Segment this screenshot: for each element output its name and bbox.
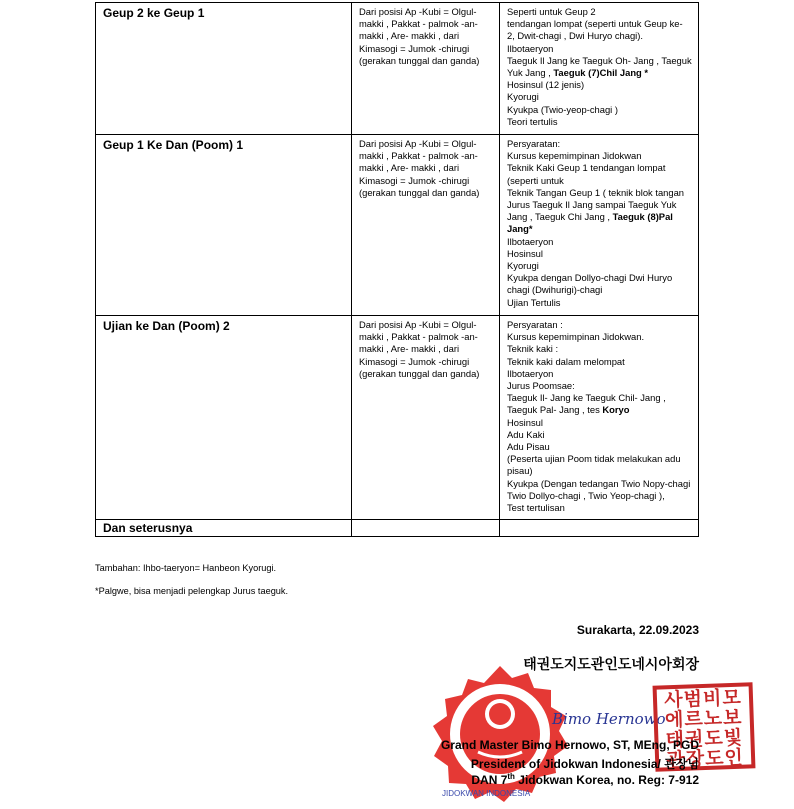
stance-line: makki , Are- makki , dari <box>359 162 460 174</box>
material-line: Hosinsul <box>507 416 543 428</box>
level-cell: Geup 2 ke Geup 1 <box>96 3 352 135</box>
material-line: Ilbotaeryon <box>507 235 554 247</box>
stance-line: makki , Are- makki , dari <box>359 343 460 355</box>
material-line: Taeguk Il Jang ke Taeguk Oh- Jang , Taeguk <box>507 54 692 66</box>
signatory-name: Grand Master Bimo Hernowo, ST, MEng, PGD <box>440 738 699 752</box>
level-cell: Ujian ke Dan (Poom) 2 <box>96 316 352 520</box>
note-addition: Tambahan: Ihbo-taeryon= Hanbeon Kyorugi. <box>95 563 277 573</box>
material-line: Teknik Tangan Geup 1 ( teknik blok tangan <box>507 186 685 198</box>
stance-line: (gerakan tunggal dan ganda) <box>359 186 480 198</box>
stance-line: makki , Pakkat - palmok -an- <box>359 18 478 30</box>
handwritten-signature <box>550 696 670 736</box>
table-row <box>96 3 699 135</box>
material-line: (Peserta ujian Poom tidak melakukan adu <box>507 453 681 465</box>
material-line: Teknik kaki : <box>507 343 559 355</box>
material-cell <box>500 520 699 537</box>
stance-line: (gerakan tunggal dan ganda) <box>359 54 480 66</box>
material-line: Adu Pisau <box>507 441 550 453</box>
material-line: Taeguk Pal- Jang , tes Koryo <box>507 404 630 416</box>
signatory-dan: DAN 7th Jidokwan Korea, no. Reg: 7-912 <box>471 772 699 787</box>
stance-line: (gerakan tunggal dan ganda) <box>359 367 480 379</box>
level-cell: Geup 1 Ke Dan (Poom) 1 <box>96 135 352 316</box>
stance-line: makki , Pakkat - palmok -an- <box>359 331 478 343</box>
place-date: Surakarta, 22.09.2023 <box>576 623 699 637</box>
material-line: Persyaratan : <box>507 319 563 330</box>
material-line: Kyukpa (Twio-yeop-chagi ) <box>507 103 618 115</box>
stance-line: Kimasogi = Jumok -chirugi <box>359 174 470 186</box>
stance-line: Dari posisi Ap -Kubi = Olgul- <box>359 138 477 149</box>
material-line: Teori tertulis <box>507 115 558 127</box>
material-line: chagi (Dwihurigi)-chagi <box>507 284 603 296</box>
material-line: Kyukpa dengan Dollyo-chagi Dwi Huryo <box>507 272 673 284</box>
material-line: Yuk Jang , Taeguk (7)Chil Jang * <box>507 67 649 79</box>
stance-line: Dari posisi Ap -Kubi = Olgul- <box>359 319 477 330</box>
material-line: Jurus Poomsae: <box>507 380 575 392</box>
material-line: Seperti untuk Geup 2 <box>507 6 596 17</box>
material-line: pisau) <box>507 465 533 477</box>
stance-line: makki , Are- makki , dari <box>359 30 460 42</box>
stance-line: makki , Pakkat - palmok -an- <box>359 150 478 162</box>
material-line: Jang , Taeguk Chi Jang , Taeguk (8)Pal <box>507 211 673 223</box>
stances-cell <box>352 316 500 520</box>
stances-cell <box>352 3 500 135</box>
material-line: Kyorugi <box>507 260 539 272</box>
table-row <box>96 520 699 537</box>
korean-title: 태권도지도관인도네시아회장 <box>523 656 699 672</box>
material-line: Teknik kaki dalam melompat <box>507 355 625 367</box>
svg-text:Bimo Hernowo: Bimo Hernowo <box>552 710 666 728</box>
signatory-position: President of Jidokwan Indonesia/ 관장님 <box>470 757 699 771</box>
material-line: Test tertulisan <box>507 502 565 514</box>
material-line: Kursus kepemimpinan Jidokwan. <box>507 331 645 343</box>
material-line: Kyukpa (Dengan tedangan Twio Nopy-chagi <box>507 477 691 489</box>
material-cell <box>500 3 699 135</box>
table-row <box>96 135 699 316</box>
note-palgwe: *Palgwe, bisa menjadi pelengkap Jurus taeguk. <box>95 586 289 596</box>
material-line: Adu Kaki <box>507 428 545 440</box>
material-line: Taeguk Il- Jang ke Taeguk Chil- Jang , <box>507 392 666 404</box>
logo-ring-text: JIDOKWAN INDONESIA <box>442 789 531 798</box>
material-line: Kursus kepemimpinan Jidokwan <box>507 150 642 162</box>
stance-line: Kimasogi = Jumok -chirugi <box>359 355 470 367</box>
material-line: Jurus Taeguk Il Jang sampai Taeguk Yuk <box>507 199 677 211</box>
stances-cell <box>352 520 500 537</box>
material-line: Jang* <box>507 223 533 235</box>
material-line: (seperti untuk <box>507 174 564 186</box>
material-line: Persyaratan: <box>507 138 561 149</box>
table-row <box>96 316 699 520</box>
material-line: Ilbotaeryon <box>507 367 554 379</box>
material-line: 2, Dwit-chagi , Dwi Huryo chagi). <box>507 30 643 42</box>
material-cell <box>500 316 699 520</box>
stances-cell <box>352 135 500 316</box>
material-line: Teknik Kaki Geup 1 tendangan lompat <box>507 162 666 174</box>
material-cell <box>500 135 699 316</box>
stance-line: Dari posisi Ap -Kubi = Olgul- <box>359 6 477 17</box>
red-seal-stamp: 사범비모 에르노보 태권도빛 관장도인 <box>653 682 756 771</box>
material-line: Ilbotaeryon <box>507 42 554 54</box>
requirements-table <box>95 2 699 537</box>
material-line: tendangan lompat (seperti untuk Geup ke- <box>507 18 683 30</box>
level-cell: Dan seterusnya <box>96 520 352 537</box>
stance-line: Kimasogi = Jumok -chirugi <box>359 42 470 54</box>
material-line: Hosinsul <box>507 247 543 259</box>
material-line: Ujian Tertulis <box>507 296 561 308</box>
material-line: Hosinsul (12 jenis) <box>507 79 585 91</box>
material-line: Twio Dollyo-chagi , Twio Yeop-chagi ), <box>507 489 665 501</box>
material-line: Kyorugi <box>507 91 539 103</box>
